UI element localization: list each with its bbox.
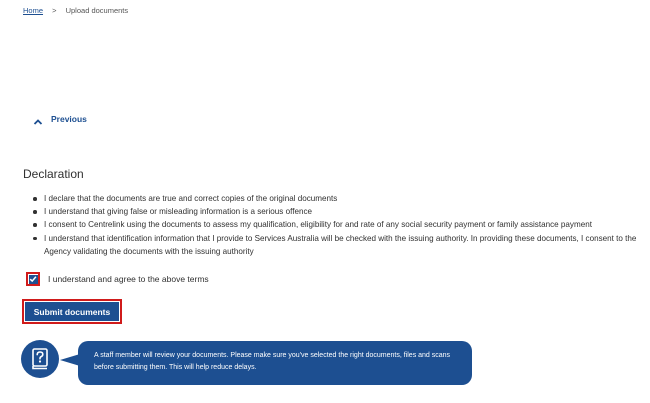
agree-checkbox[interactable] <box>29 275 38 284</box>
agree-label[interactable]: I understand and agree to the above terms <box>48 274 209 284</box>
breadcrumb-current: Upload documents <box>65 6 129 15</box>
declaration-item: I declare that the documents are true and correct copies of the original documents <box>24 192 646 205</box>
submit-documents-button[interactable]: Submit documents <box>25 302 119 321</box>
breadcrumb <box>23 6 128 15</box>
declaration-title: Declaration <box>23 167 84 181</box>
previous-button[interactable] <box>33 114 87 124</box>
breadcrumb-home-link[interactable]: Home <box>23 6 44 15</box>
previous-label: Previous <box>51 114 87 124</box>
submit-button-highlight <box>22 299 122 324</box>
chevron-up-icon <box>33 114 43 124</box>
declaration-item: I understand that giving false or misleading information is a serious offence <box>24 205 646 218</box>
info-bubble-tail <box>60 354 80 366</box>
help-document-icon <box>21 340 59 378</box>
agree-checkbox-highlight <box>26 272 40 286</box>
declaration-item: I consent to Centrelink using the documents to assess my qualification, eligibility for and rate of any social security payment or family assistance payment <box>24 218 646 231</box>
agree-terms-row <box>26 272 209 286</box>
declaration-item: I understand that identification information that I provide to Services Australia will be checked with the issuing authority. In providing these documents, I consent to the Agency validating the documents with the issuing authority <box>24 232 646 258</box>
info-message: A staff member will review your documents. Please make sure you've selected the right documents, files and scans before submitting them. This will help reduce delays. <box>78 341 472 385</box>
breadcrumb-separator: > <box>52 6 57 15</box>
declaration-list <box>24 192 646 258</box>
checkmark-icon <box>29 275 37 283</box>
